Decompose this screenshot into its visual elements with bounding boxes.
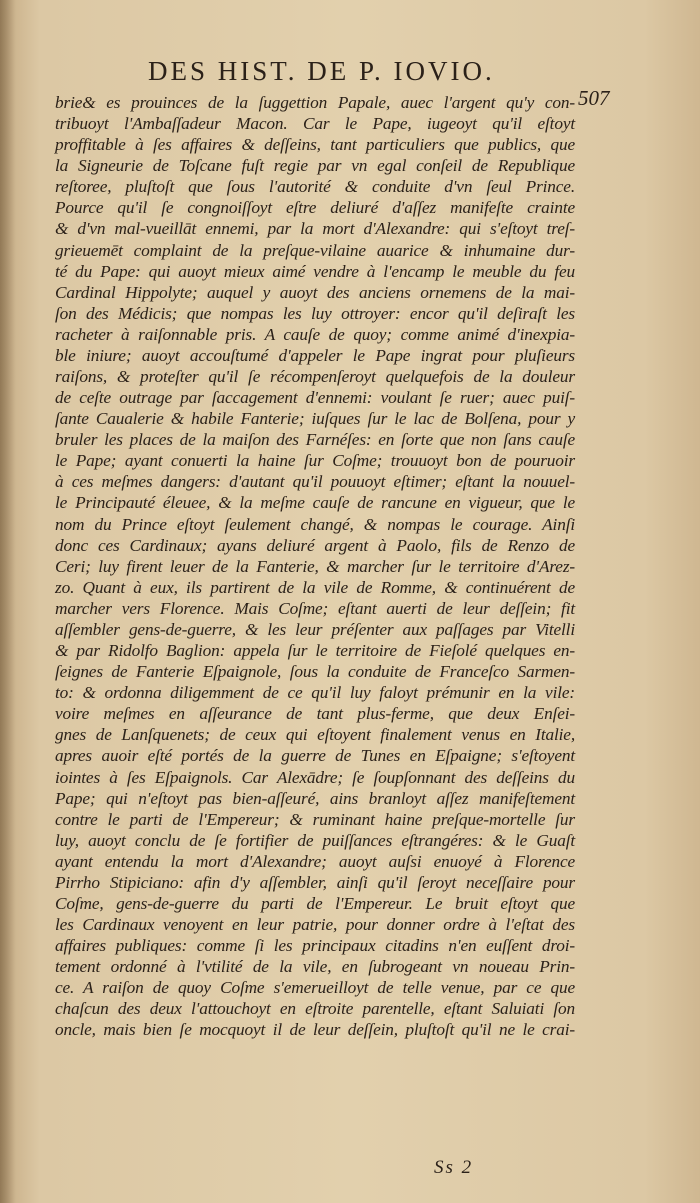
text-line: oncle, mais bien ſe mocquoyt il de leur deſſein, pluſtoſt qu'il ne le crai-	[55, 1020, 575, 1040]
text-line: Pirrho Stipiciano: afin d'y aſſembler, ainſi qu'il ſeroyt neceſſaire pour	[55, 872, 575, 892]
text-line: le Principauté éleuee, & la meſme cauſe de rancune en vigueur, que le	[55, 493, 575, 513]
text-line: brie& es prouinces de la ſuggettion Papale, auec l'argent qu'y con-	[55, 93, 575, 112]
signature-mark: Ss 2	[434, 1157, 474, 1178]
text-line: Cardinal Hippolyte; auquel y auoyt des anciens ornemens de la mai-	[55, 282, 575, 302]
text-line: raiſons, & proteſter qu'il ſe récompenſeroyt quelquefois de la douleur	[55, 367, 575, 387]
text-line: de ceſte outrage par ſaccagement d'ennemi: voulant ſe ruer; auec puiſ-	[55, 388, 575, 408]
text-line: Pape; qui n'eſtoyt pas bien-aſſeuré, ains branloyt aſſez manifeſtement	[55, 788, 575, 808]
body-text	[55, 92, 575, 1041]
text-line: apres auoir eſté portés de la guerre de Tunes en Eſpaigne; s'eſtoyent	[55, 746, 575, 766]
text-line: à ces meſmes dangers: d'autant qu'il pouuoyt eſtimer; eſtant la nouuel-	[55, 472, 575, 492]
text-line: Pource qu'il ſe congnoiſſoyt eſtre deliuré d'aſſez manifeſte crainte	[55, 198, 575, 218]
text-line: affaires publiques: comme ſi les principaux citadins n'en euſſent droi-	[55, 936, 575, 956]
text-line: Ceri; luy firent leuer de la Fanterie, & marcher ſur le territoire d'Arez-	[55, 556, 575, 576]
text-line: reſtoree, pluſtoſt que ſous l'autorité & conduite d'vn ſeul Prince.	[55, 177, 575, 197]
text-line: to: & ordonna diligemment de ce qu'il luy faloyt prémunir en la vile:	[55, 683, 575, 703]
text-line: contre le parti de l'Empereur; & ruminant haine preſque-mortelle ſur	[55, 809, 575, 829]
text-line: ſeignes de Fanterie Eſpaignole, ſous la conduite de Franceſco Sarmen-	[55, 662, 575, 682]
text-line: & d'vn mal-vueillāt ennemi, par la mort d'Alexandre: qui s'eſtoyt treſ-	[55, 219, 575, 239]
text-line: la Signeurie de Toſcane fuſt regie par vn egal conſeil de Republique	[55, 156, 575, 176]
text-line: & par Ridolfo Baglion: appela ſur le territoire de Fieſolé quelques en-	[55, 641, 575, 661]
text-line: bruler les places de la maiſon des Farnéſes: en ſorte que non ſans cauſe	[55, 430, 575, 450]
text-line: luy, auoyt conclu de ſe fortifier de puiſſances eſtrangéres: & le Guaſt	[55, 830, 575, 850]
text-line: les Cardinaux venoyent en leur patrie, pour donner ordre à l'eſtat des	[55, 915, 575, 935]
text-line: té du Pape: qui auoyt mieux aimé vendre à l'encamp le meuble du feu	[55, 261, 575, 281]
text-line: racheter à raiſonnable pris. A cauſe de quoy; comme animé d'inexpia-	[55, 324, 575, 344]
text-line: tribuoyt l'Ambaſſadeur Macon. Car le Pape, iugeoyt qu'il eſtoyt	[55, 114, 575, 134]
text-line: ble iniure; auoyt accouſtumé d'appeler le Pape ingrat pour pluſieurs	[55, 345, 575, 365]
text-line: donc ces Cardinaux; ayans deliuré argent à Paolo, fils de Renzo de	[55, 535, 575, 555]
text-line: tement ordonné à l'vtilité de la vile, en ſubrogeant vn noueau Prin-	[55, 957, 575, 977]
text-line: grieuemēt complaint de la preſque-vilaine auarice & inhumaine dur-	[55, 240, 575, 260]
text-line: ayant entendu la mort d'Alexandre; auoyt auſsi enuoyé à Florence	[55, 851, 575, 871]
text-line: ſon des Médicis; que nompas les luy ottroyer: encor qu'il deſiraſt les	[55, 303, 575, 323]
text-line: ce. A raiſon de quoy Coſme s'emerueilloyt de telle venue, par ce que	[55, 978, 575, 998]
text-line: chaſcun des deux l'attouchoyt en eſtroite parentelle, eſtant Saluiati ſon	[55, 999, 575, 1019]
page-number: 507	[578, 86, 610, 110]
text-line: iointes à ſes Eſpaignols. Car Alexādre; ſe ſoupſonnant des deſſeins du	[55, 767, 575, 787]
text-line: zo. Quant à eux, ils partirent de la vile de Romme, & continuérent de	[55, 577, 575, 597]
text-line: marcher vers Florence. Mais Coſme; eſtant auerti de leur deſſein; fit	[55, 598, 575, 618]
text-line: proffitable à ſes affaires & deſſeins, tant particuliers que publics, que	[55, 135, 575, 155]
text-line: Coſme, gens-de-guerre du parti de l'Empereur. Le bruit eſtoyt que	[55, 893, 575, 913]
page-gutter-shadow	[0, 0, 16, 1203]
running-title: DES HIST. DE P. IOVIO.	[148, 56, 495, 86]
text-line: ſante Caualerie & habile Fanterie; iuſques ſur le lac de Bolſena, pour y	[55, 409, 575, 429]
text-line: gnes de Lanſquenets; de ceux qui eſtoyent finalement venus en Italie,	[55, 725, 575, 745]
text-line: nom du Prince eſtoyt ſeulement changé, & nompas le courage. Ainſi	[55, 514, 575, 534]
text-line: aſſembler gens-de-guerre, & les leur préſenter aux paſſages par Vitelli	[55, 619, 575, 639]
text-line: voire meſmes en aſſeurance de tant plus-ferme, que deux Enſei-	[55, 704, 575, 724]
text-line: le Pape; ayant conuerti la haine ſur Coſme; trouuoyt bon de pouruoir	[55, 451, 575, 471]
